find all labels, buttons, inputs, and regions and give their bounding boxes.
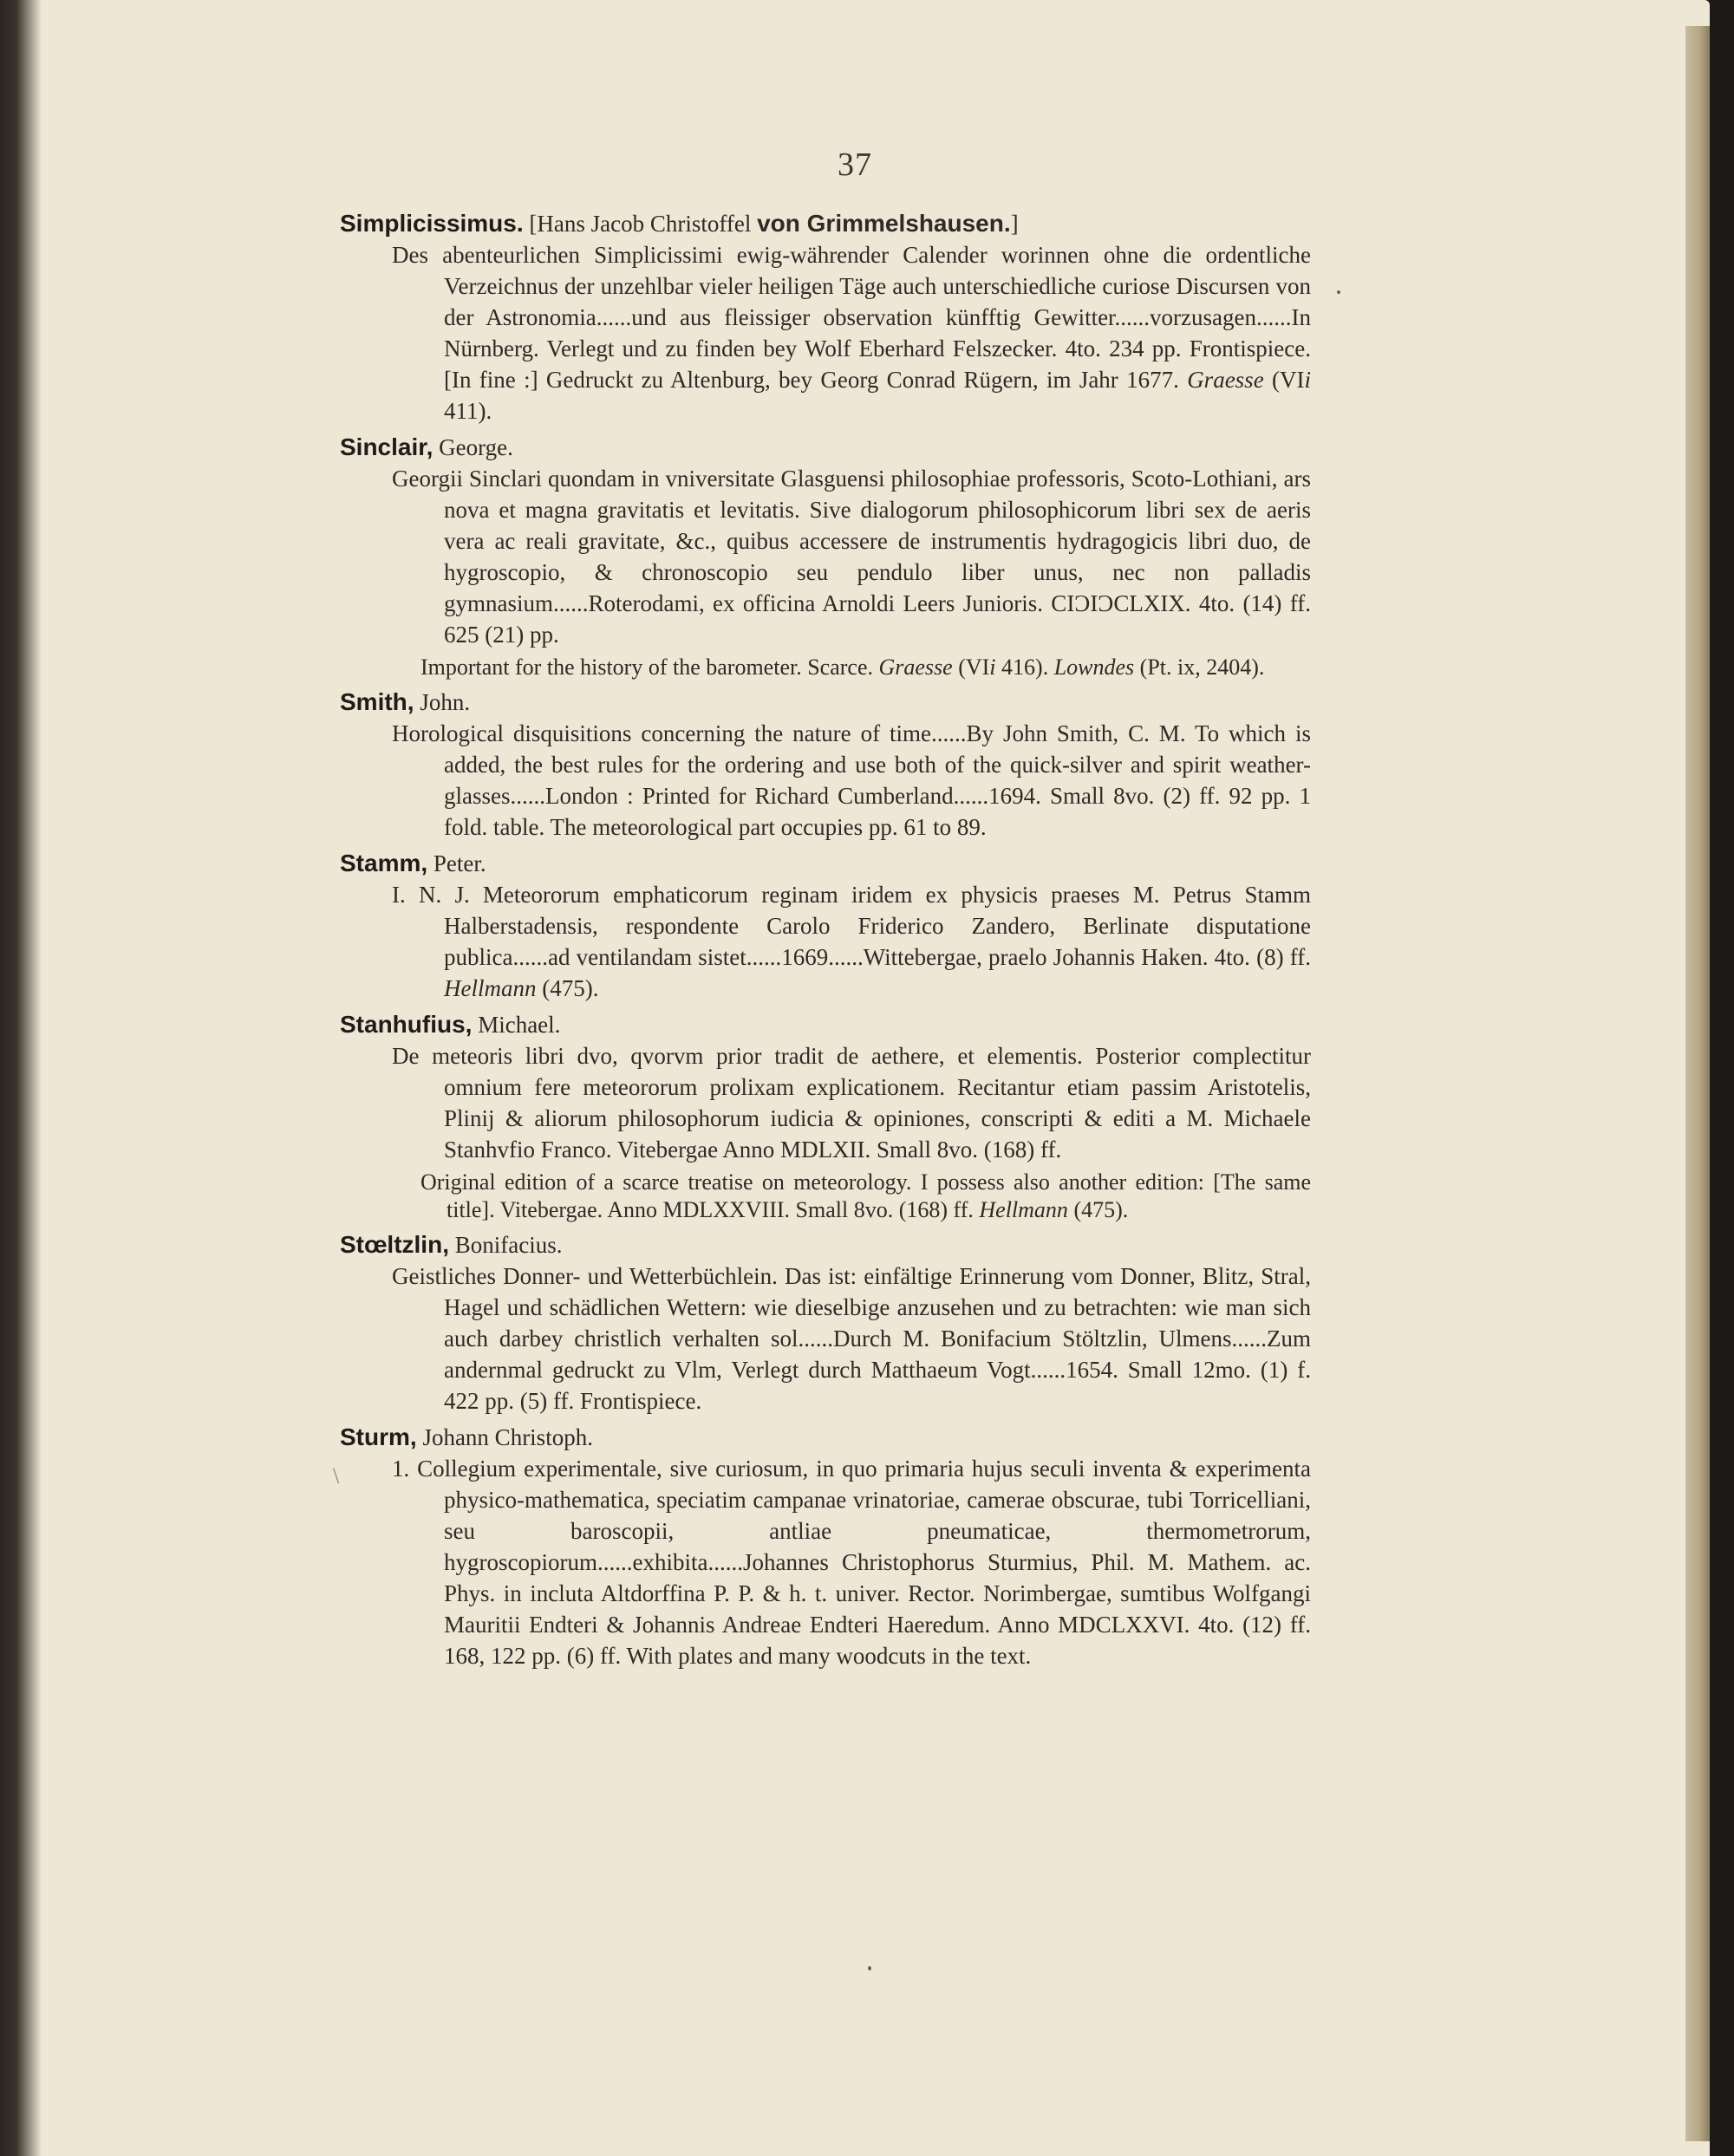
entry-given: Michael. (472, 1012, 561, 1038)
entry-description: Georgii Sinclari quondam in vniversitate Glasguensi philosophiae professoris, Scoto-Lothiani, ars nova et magna gravitatis et levitatis. Sive dialogorum philosophicorum libri sex de aeris vera ac reali gravitate, &c., quibus accessere de instrumentis hydragogicis libri duo, de hygroscopio, & chronoscopio seu pendulo liber unus, nec non palladis gymnasium......Roterodami, ex officina Arnoldi Leers Junioris. CIƆIƆCLXIX. 4to. (14) ff. 625 (21) pp. (392, 466, 1311, 648)
note-citation: Graesse (878, 655, 953, 680)
bibliography-entries (340, 208, 1311, 1677)
entry-given: Johann Christoph. (416, 1424, 593, 1450)
entry-given: Peter. (427, 850, 486, 876)
entry-given: Bonifacius. (448, 1232, 563, 1258)
entry-description: Horological disquisitions concerning the nature of time......By John Smith, C. M. To which is added, the best rules for the ordering and use both of the quick-silver and spirit weather-glasses......London : Printed for Richard Cumberland......1694. Small 8vo. (2) ff. 92 pp. 1 fold. table. The meteorological part occupies pp. 61 to 89. (392, 720, 1311, 840)
entry-sinclair (340, 432, 1311, 681)
entry-heading (340, 848, 1311, 879)
entry-stoeltzlin (340, 1229, 1311, 1417)
desc-text: Des abenteurlichen Simplicissimi ewig-währender Calender worinnen ohne die ordentliche Verzeichnus der unzehlbar vieler heiligen Täge auch unterschiedliche curiose Discursen von der Astronomia......und aus fleissiger observation künfftig Gewitter......vorzusagen......In Nürnberg. Verlegt und zu finden bey Wolf Eberhard Felszecker. 4to. 234 pp. Frontispiece. [In fine :] Gedruckt zu Altenburg, bey Georg Conrad Rügern, im Jahr 1677. (392, 242, 1311, 393)
entry-surname: Stanhufius, (340, 1011, 473, 1038)
entry-given: John. (414, 689, 471, 715)
entry-description (392, 879, 1311, 1004)
entry-description: Geistliches Donner- und Wetterbüchlein. Das ist: einfältige Erinnerung vom Donner, Blitz, Stral, Hagel und schädlichen Wettern: wie dieselbige anzusehen und zu betrachten: wie man sich auch darbey christlich verhalten sol......Durch M. Bonifacium Stöltzlin, Ulmens......Zum andernmal gedruckt zu Vlm, Verlegt durch Matthaeum Vogt......1654. Small 12mo. (1) f. 422 pp. (5) ff. Frontispiece. (392, 1263, 1311, 1414)
entry-heading (340, 1422, 1311, 1453)
entry-description: 1. Collegium experimentale, sive curiosum, in quo primaria hujus seculi inventa & experimenta physico-mathematica, speciatim campanae vrinatoriae, camerae obscurae, tubi Torricelliani, seu baroscopii, antliae pneumaticae, thermometrorum, hygroscopiorum......exhibita......Johannes Christophorus Sturmius, Phil. M. Mathem. ac. Phys. in incluta Altdorffina P. P. & h. t. univer. Rector. Norimbergae, sumtibus Wolfgangi Mauritii Endteri & Johannis Andreae Endteri Haeredum. Anno MDCLXXVI. 4to. (12) ff. 168, 122 pp. (6) ff. With plates and many woodcuts in the text. (392, 1456, 1311, 1669)
entry-heading (340, 432, 1311, 463)
page-edge (1685, 26, 1710, 2141)
desc-text: (475). (536, 975, 599, 1001)
entry-stamm (340, 848, 1311, 1004)
entry-heading (340, 687, 1311, 718)
entry-surname: Smith, (340, 688, 414, 715)
entry-surname: Stœltzlin, (340, 1231, 449, 1258)
desc-citation: Graesse (1187, 367, 1264, 393)
entry-given-bold: von Grimmelshausen. (757, 210, 1011, 237)
note-citation: i (989, 655, 996, 680)
entry-surname: Stamm, (340, 850, 428, 876)
binding-shadow (0, 0, 42, 2156)
desc-citation: Hellmann (444, 975, 537, 1001)
note-citation: Lowndes (1053, 655, 1135, 680)
entry-given: George. (433, 434, 513, 460)
entry-description: De meteoris libri dvo, qvorvm prior tradit de aethere, et elementis. Posterior complectitur omnium fere meteororum prolixam explicationem. Recitantur etiam passim Aristotelis, Plinij & aliorum philosophorum iudicia & opiniones, conscripti & editi a M. Michaele Stanhvfio Franco. Vitebergae Anno MDLXII. Small 8vo. (168) ff. (392, 1043, 1311, 1163)
note-text: (Pt. ix, 2404). (1134, 655, 1265, 680)
note-text: (475). (1067, 1197, 1129, 1222)
note-citation: Hellmann (979, 1197, 1068, 1222)
note-text: Important for the history of the barometer. Scarce. (420, 655, 879, 680)
entry-given: [Hans Jacob Christoffel (523, 211, 758, 237)
entry-stanhufius (340, 1009, 1311, 1224)
entry-heading (340, 1009, 1311, 1040)
note-text: Original edition of a scarce treatise on meteorology. I possess also another edition: [The same title]. Vitebergae. Anno MDLXXVIII. Small 8vo. (168) ff. (420, 1169, 1311, 1222)
entry-surname: Sturm, (340, 1423, 417, 1450)
page-number: 37 (838, 147, 872, 183)
entry-heading (340, 208, 1311, 239)
note-text: 416). (995, 655, 1054, 680)
entry-given-end: ] (1010, 211, 1019, 237)
stray-dot-bottom (868, 1966, 871, 1970)
entry-smith (340, 687, 1311, 843)
entry-sturm (340, 1422, 1311, 1671)
entry-surname: Sinclair, (340, 433, 434, 460)
desc-text: 411). (444, 398, 492, 424)
entry-note (420, 1169, 1311, 1224)
margin-mark: \ (333, 1463, 340, 1488)
desc-text: I. N. J. Meteororum emphaticorum reginam iridem ex physicis praeses M. Petrus Stamm Halberstadensis, respondente Carolo Friderico Zandero, Berlinate disputatione publica......ad ventilandam sistet......1669......Wittebergae, praelo Johannis Haken. 4to. (8) ff. (392, 882, 1311, 970)
entry-simplicissimus (340, 208, 1311, 427)
desc-citation: i (1304, 367, 1312, 393)
entry-description (392, 239, 1311, 427)
stray-dot (1337, 290, 1340, 294)
entry-note (420, 654, 1311, 681)
note-text: (VI (952, 655, 990, 680)
entry-heading (340, 1229, 1311, 1260)
desc-text: (VI (1263, 367, 1305, 393)
entry-surname: Simplicissimus. (340, 210, 524, 237)
